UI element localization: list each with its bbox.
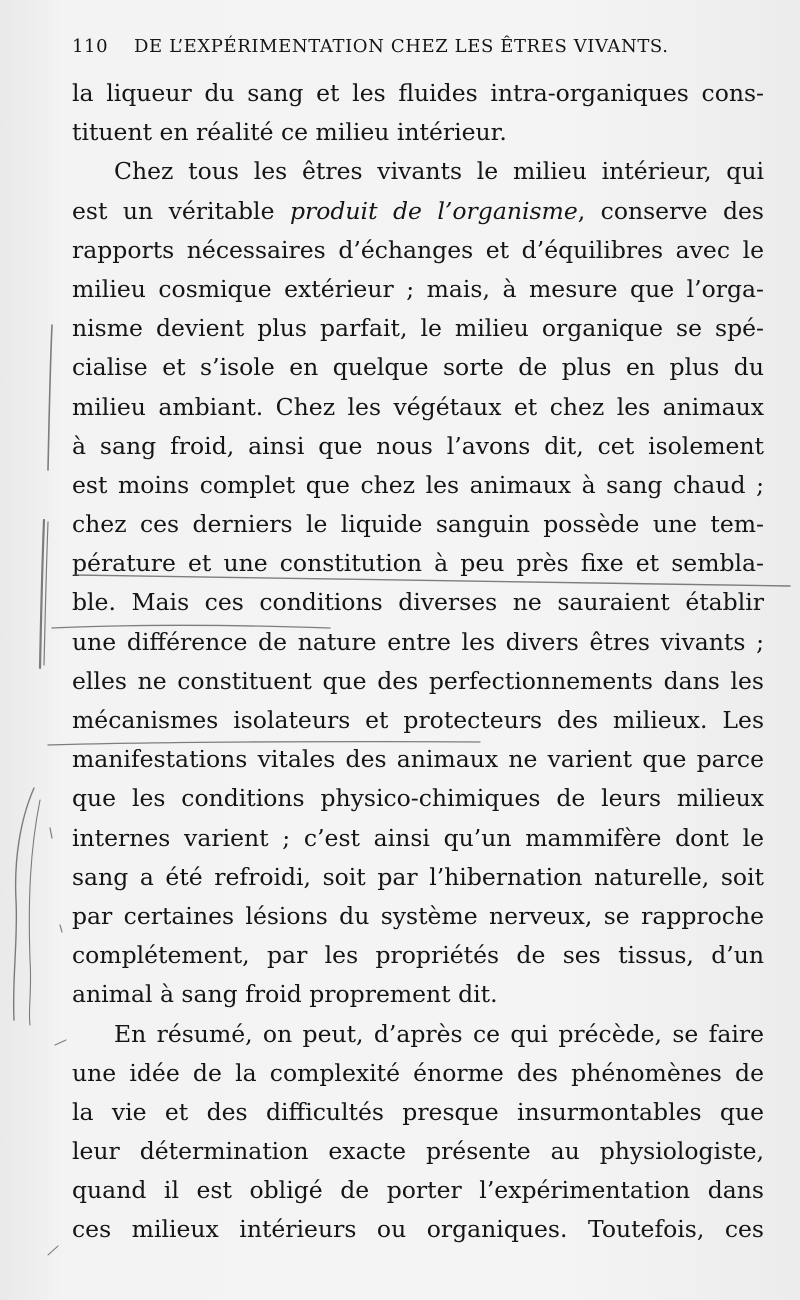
text-line-23: complétement, par les propriétés de ses tissus, d’un (72, 941, 764, 970)
margin-bracket-lower (14, 788, 34, 1020)
text-line-5: rapports nécessaires d’échanges et d’équilibres avec le (72, 235, 764, 264)
margin-line-middle (40, 520, 44, 668)
text-line-15: une différence de nature entre les divers êtres vivants ; (72, 627, 764, 656)
running-title: DE L’EXPÉRIMENTATION CHEZ LES ÊTRES VIVANTS. (134, 36, 669, 57)
text-line-4-after: , conserve des (577, 196, 764, 225)
text-line-4 (72, 192, 764, 231)
text-line-13: pérature et une constitution à peu près fixe et sembla- (72, 549, 764, 578)
text-line-25: En résumé, on peut, d’après ce qui précède, se faire (114, 1019, 764, 1048)
text-line-7: nisme devient plus parfait, le milieu organique se spé- (72, 314, 764, 343)
text-line-6: milieu cosmique extérieur ; mais, à mesure que l’orga- (72, 274, 764, 303)
body-text (72, 74, 764, 1250)
text-line-26: une idée de la complexité énorme des phénomènes de (72, 1058, 764, 1087)
text-line-11: est moins complet que chez les animaux à sang chaud ; (72, 470, 764, 499)
text-line-27: la vie et des difficultés presque insurmontables que (72, 1097, 764, 1126)
text-line-9: milieu ambiant. Chez les végétaux et chez les animaux (72, 392, 764, 421)
margin-bracket-lower-2 (29, 800, 40, 1025)
text-line-22: par certaines lésions du système nerveux, se rapproche (72, 901, 764, 930)
emphasis-produit-de-l-organisme: produit de l’organisme (289, 196, 578, 225)
text-line-21: sang a été refroidi, soit par l’hibernation naturelle, soit (72, 862, 764, 891)
page-number: 110 (72, 36, 109, 57)
margin-line-middle-2 (44, 522, 48, 665)
text-line-14: ble. Mais ces conditions diverses ne sauraient établir (72, 588, 764, 617)
text-line-4-before: est un véritable (72, 196, 290, 225)
text-line-3: Chez tous les êtres vivants le milieu intérieur, qui (114, 157, 764, 186)
text-line-1: la liqueur du sang et les fluides intra-organiques cons- (72, 79, 764, 107)
text-line-29: quand il est obligé de porter l’expérimentation dans (72, 1176, 764, 1205)
margin-line-upper (48, 325, 52, 470)
text-line-2: tituent en réalité ce milieu intérieur. (72, 118, 507, 147)
text-line-24: animal à sang froid proprement dit. (72, 980, 498, 1009)
running-head (72, 36, 772, 57)
text-line-28: leur détermination exacte présente au physiologiste, (72, 1137, 764, 1166)
text-line-8: cialise et s’isole en quelque sorte de plus en plus du (72, 353, 764, 382)
margin-dash-2 (48, 1246, 58, 1255)
text-line-17: mécanismes isolateurs et protecteurs des milieux. Les (72, 706, 764, 734)
text-line-12: chez ces derniers le liquide sanguin possède une tem- (72, 510, 764, 539)
text-line-10: à sang froid, ainsi que nous l’avons dit, cet isolement (72, 431, 764, 460)
margin-tick-2 (60, 925, 62, 932)
text-line-30: ces milieux intérieurs ou organiques. Toutefois, ces (72, 1215, 764, 1244)
text-line-18: manifestations vitales des animaux ne varient que parce (72, 745, 764, 774)
text-line-20: internes varient ; c’est ainsi qu’un mammifère dont le (72, 823, 764, 852)
text-line-16: elles ne constituent que des perfectionnements dans les (72, 666, 764, 695)
margin-tick (50, 828, 52, 838)
text-line-19: que les conditions physico-chimiques de leurs milieux (72, 784, 764, 813)
margin-dash (55, 1040, 66, 1045)
